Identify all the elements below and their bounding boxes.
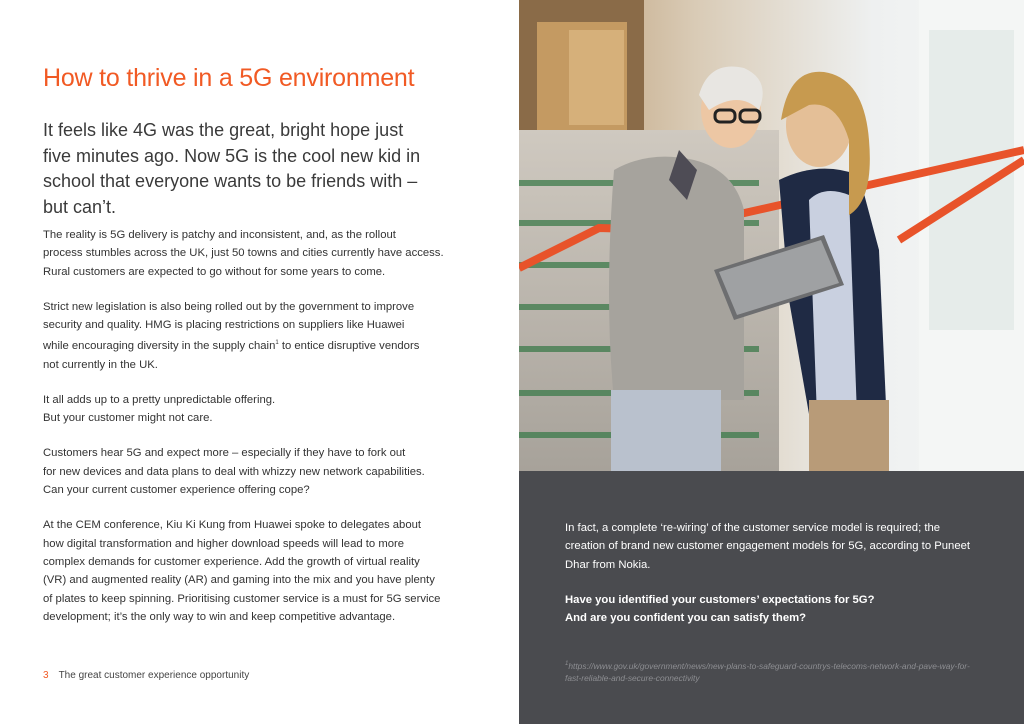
panel-question: Have you identified your customers’ expectations for 5G? And are you confident you can satisfy them?	[565, 594, 875, 625]
footnote-marker: 1	[565, 661, 569, 667]
photo-two-women-with-tablet	[519, 0, 1024, 471]
body-text	[43, 226, 493, 643]
page-footer	[43, 670, 249, 681]
footnote	[565, 658, 985, 684]
paragraph-1: The reality is 5G delivery is patchy and inconsistent, and, as the rollout process stumbles across the UK, just 50 towns and cities currently have access. Rural customers are expected to go without for some years to come.	[43, 229, 444, 278]
intro-text: It feels like 4G was the great, bright hope just five minutes ago. Now 5G is the cool new kid in school that everyone wants to be friends with – but can’t.	[43, 120, 421, 217]
paragraph-2	[43, 298, 493, 374]
page-number: 3	[43, 670, 49, 681]
paragraph-2-part-b: to entice disruptive vendors not currently in the UK.	[43, 340, 420, 371]
footnote-link[interactable]: https://www.gov.uk/government/news/new-plans-to-safeguard-countrys-telecoms-network-and-pave-way-for-fast-reliable-and-secure-connectivity	[565, 660, 970, 683]
footer-title: The great customer experience opportunity	[58, 670, 250, 681]
photo-illustration	[519, 0, 1024, 471]
paragraph-4: Customers hear 5G and expect more – especially if they have to fork out for new devices and data plans to deal with whizzy new network capabilities. Can your current customer experience offering cope?	[43, 447, 425, 497]
panel-text: In fact, a complete ‘re-wiring’ of the customer service model is required; the creation of brand new customer engagement models for 5G, according to Puneet Dhar from Nokia.	[565, 522, 971, 571]
quote-panel	[519, 471, 1024, 724]
right-page	[519, 0, 1024, 724]
page-title: How to thrive in a 5G environment	[43, 64, 415, 92]
paragraph-2-part-a: Strict new legislation is also being rolled out by the government to improve security and quality. HMG is placing restrictions on suppliers like Huawei while encouraging diversity in the supply chain	[43, 300, 415, 353]
paragraph-3: It all adds up to a pretty unpredictable offering. But your customer might not care.	[43, 393, 276, 425]
footnote-ref: 1	[275, 340, 279, 347]
paragraph-5: At the CEM conference, Kiu Ki Kung from Huawei spoke to delegates about how digital transformation and higher download speeds will lead to more complex demands for customer experience. Add the growth of virtual reality (VR) and augmented reality (AR) and gaming into the mix and you have plenty of plates to keep spinning. Prioritising customer service is a must for 5G service development; it’s the only way to win and keep competitive advantage.	[43, 519, 441, 623]
